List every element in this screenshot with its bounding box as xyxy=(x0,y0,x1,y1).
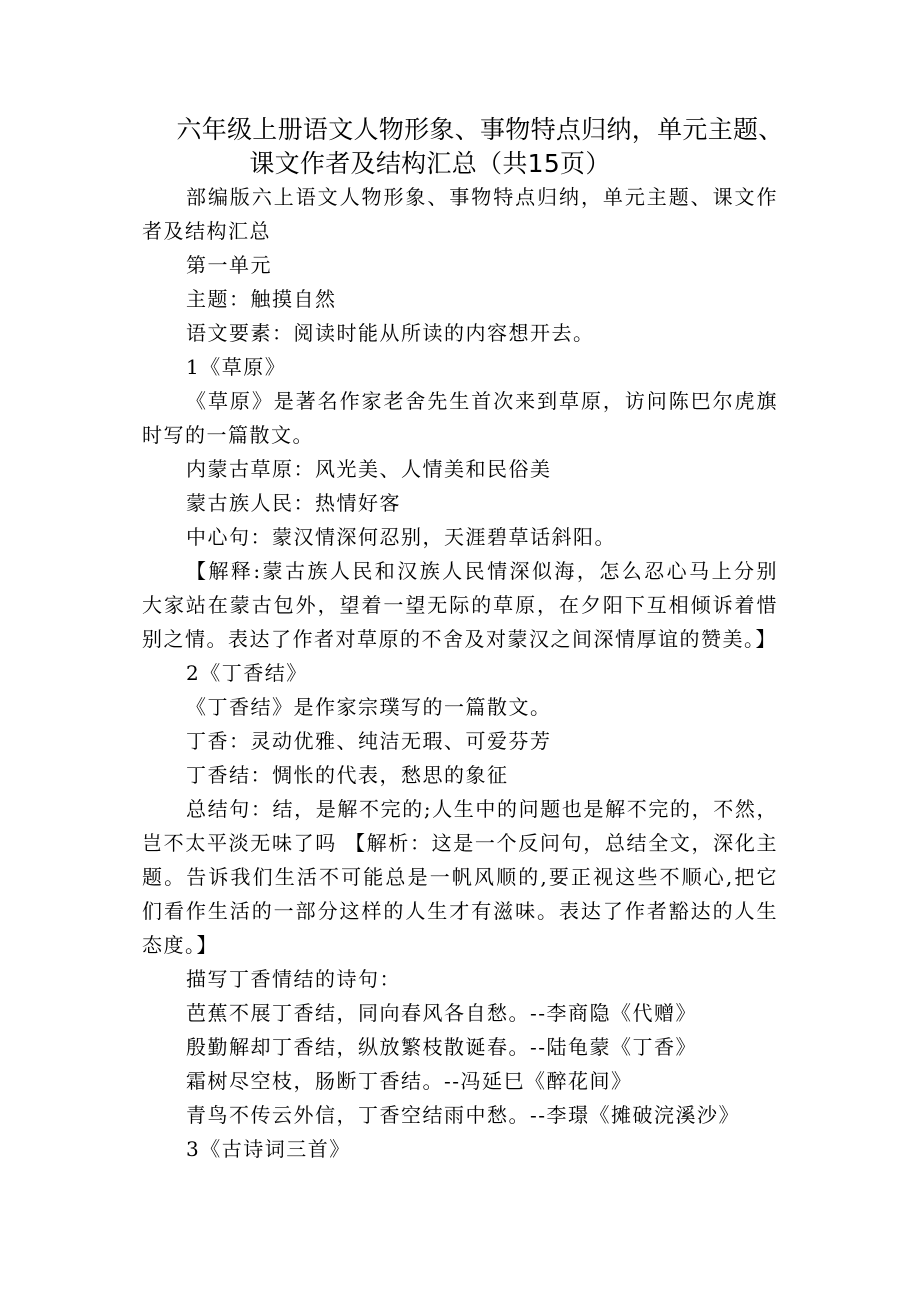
unit-theme: 主题：触摸自然 xyxy=(186,287,337,311)
poem-line: 殷勤解却丁香结，纵放繁枝散诞春。--陆龟蒙《丁香》 xyxy=(186,1035,698,1059)
lesson-intro-caoyuan: 《草原》是著名作家老舍先生首次来到草原，访问陈巴尔虎旗时写的一篇散文。 xyxy=(142,389,778,447)
lesson-intro-dingxiangjie: 《丁香结》是作家宗璞写的一篇散文。 xyxy=(186,695,552,719)
unit-language-element: 语文要素：阅读时能从所读的内容想开去。 xyxy=(186,321,595,345)
dingxiang-feature: 丁香：灵动优雅、纯洁无瑕、可爱芬芳 xyxy=(186,729,552,753)
caoyuan-explanation: 【解释:蒙古族人民和汉族人民情深似海，怎么忍心马上分别 大家站在蒙古包外，望着一望无际的草原，在夕阳下互相倾诉着惜别之情。表达了作者对草原的不舍及对蒙汉之间深情厚谊的赞美。】 xyxy=(142,559,778,651)
unit-heading: 第一单元 xyxy=(186,253,272,277)
dingxiangjie-summary: 总结句：结，是解不完的;人生中的问题也是解不完的，不然，岂不太平淡无味了吗 【解析：这是一个反问句，总结全文，深化主题。告诉我们生活不可能总是一帆风顺的,要正视这些不顺心,把它们看作生活的一部分这样的人生才有滋味。表达了作者豁达的人生态度。】 xyxy=(142,797,778,957)
caoyuan-central-sentence: 中心句：蒙汉情深何忍别，天涯碧草话斜阳。 xyxy=(186,525,616,549)
poems-heading: 描写丁香情结的诗句： xyxy=(186,967,401,991)
document-title-line-2: 课文作者及结构汇总（共15页） xyxy=(249,149,611,178)
poem-line: 芭蕉不展丁香结，同向春风各自愁。--李商隐《代赠》 xyxy=(186,1001,698,1025)
intro-paragraph: 部编版六上语文人物形象、事物特点归纳，单元主题、课文作者及结构汇总 xyxy=(142,185,778,243)
lesson-heading-dingxiangjie: 2《丁香结》 xyxy=(186,661,308,685)
document-body xyxy=(142,180,778,1166)
caoyuan-feature-grassland: 内蒙古草原：风光美、人情美和民俗美 xyxy=(186,457,552,481)
dingxiangjie-feature: 丁香结：惆怅的代表，愁思的象征 xyxy=(186,763,509,787)
document-title-line-1: 六年级上册语文人物形象、事物特点归纳，单元主题、 xyxy=(176,115,784,144)
caoyuan-feature-people: 蒙古族人民：热情好客 xyxy=(186,491,401,515)
poem-line: 霜树尽空枝，肠断丁香结。--冯延巳《醉花间》 xyxy=(186,1069,633,1093)
poem-line: 青鸟不传云外信，丁香空结雨中愁。--李璟《摊破浣溪沙》 xyxy=(186,1103,741,1127)
lesson-heading-caoyuan: 1《草原》 xyxy=(186,355,287,379)
lesson-heading-gushici: 3《古诗词三首》 xyxy=(186,1137,351,1161)
